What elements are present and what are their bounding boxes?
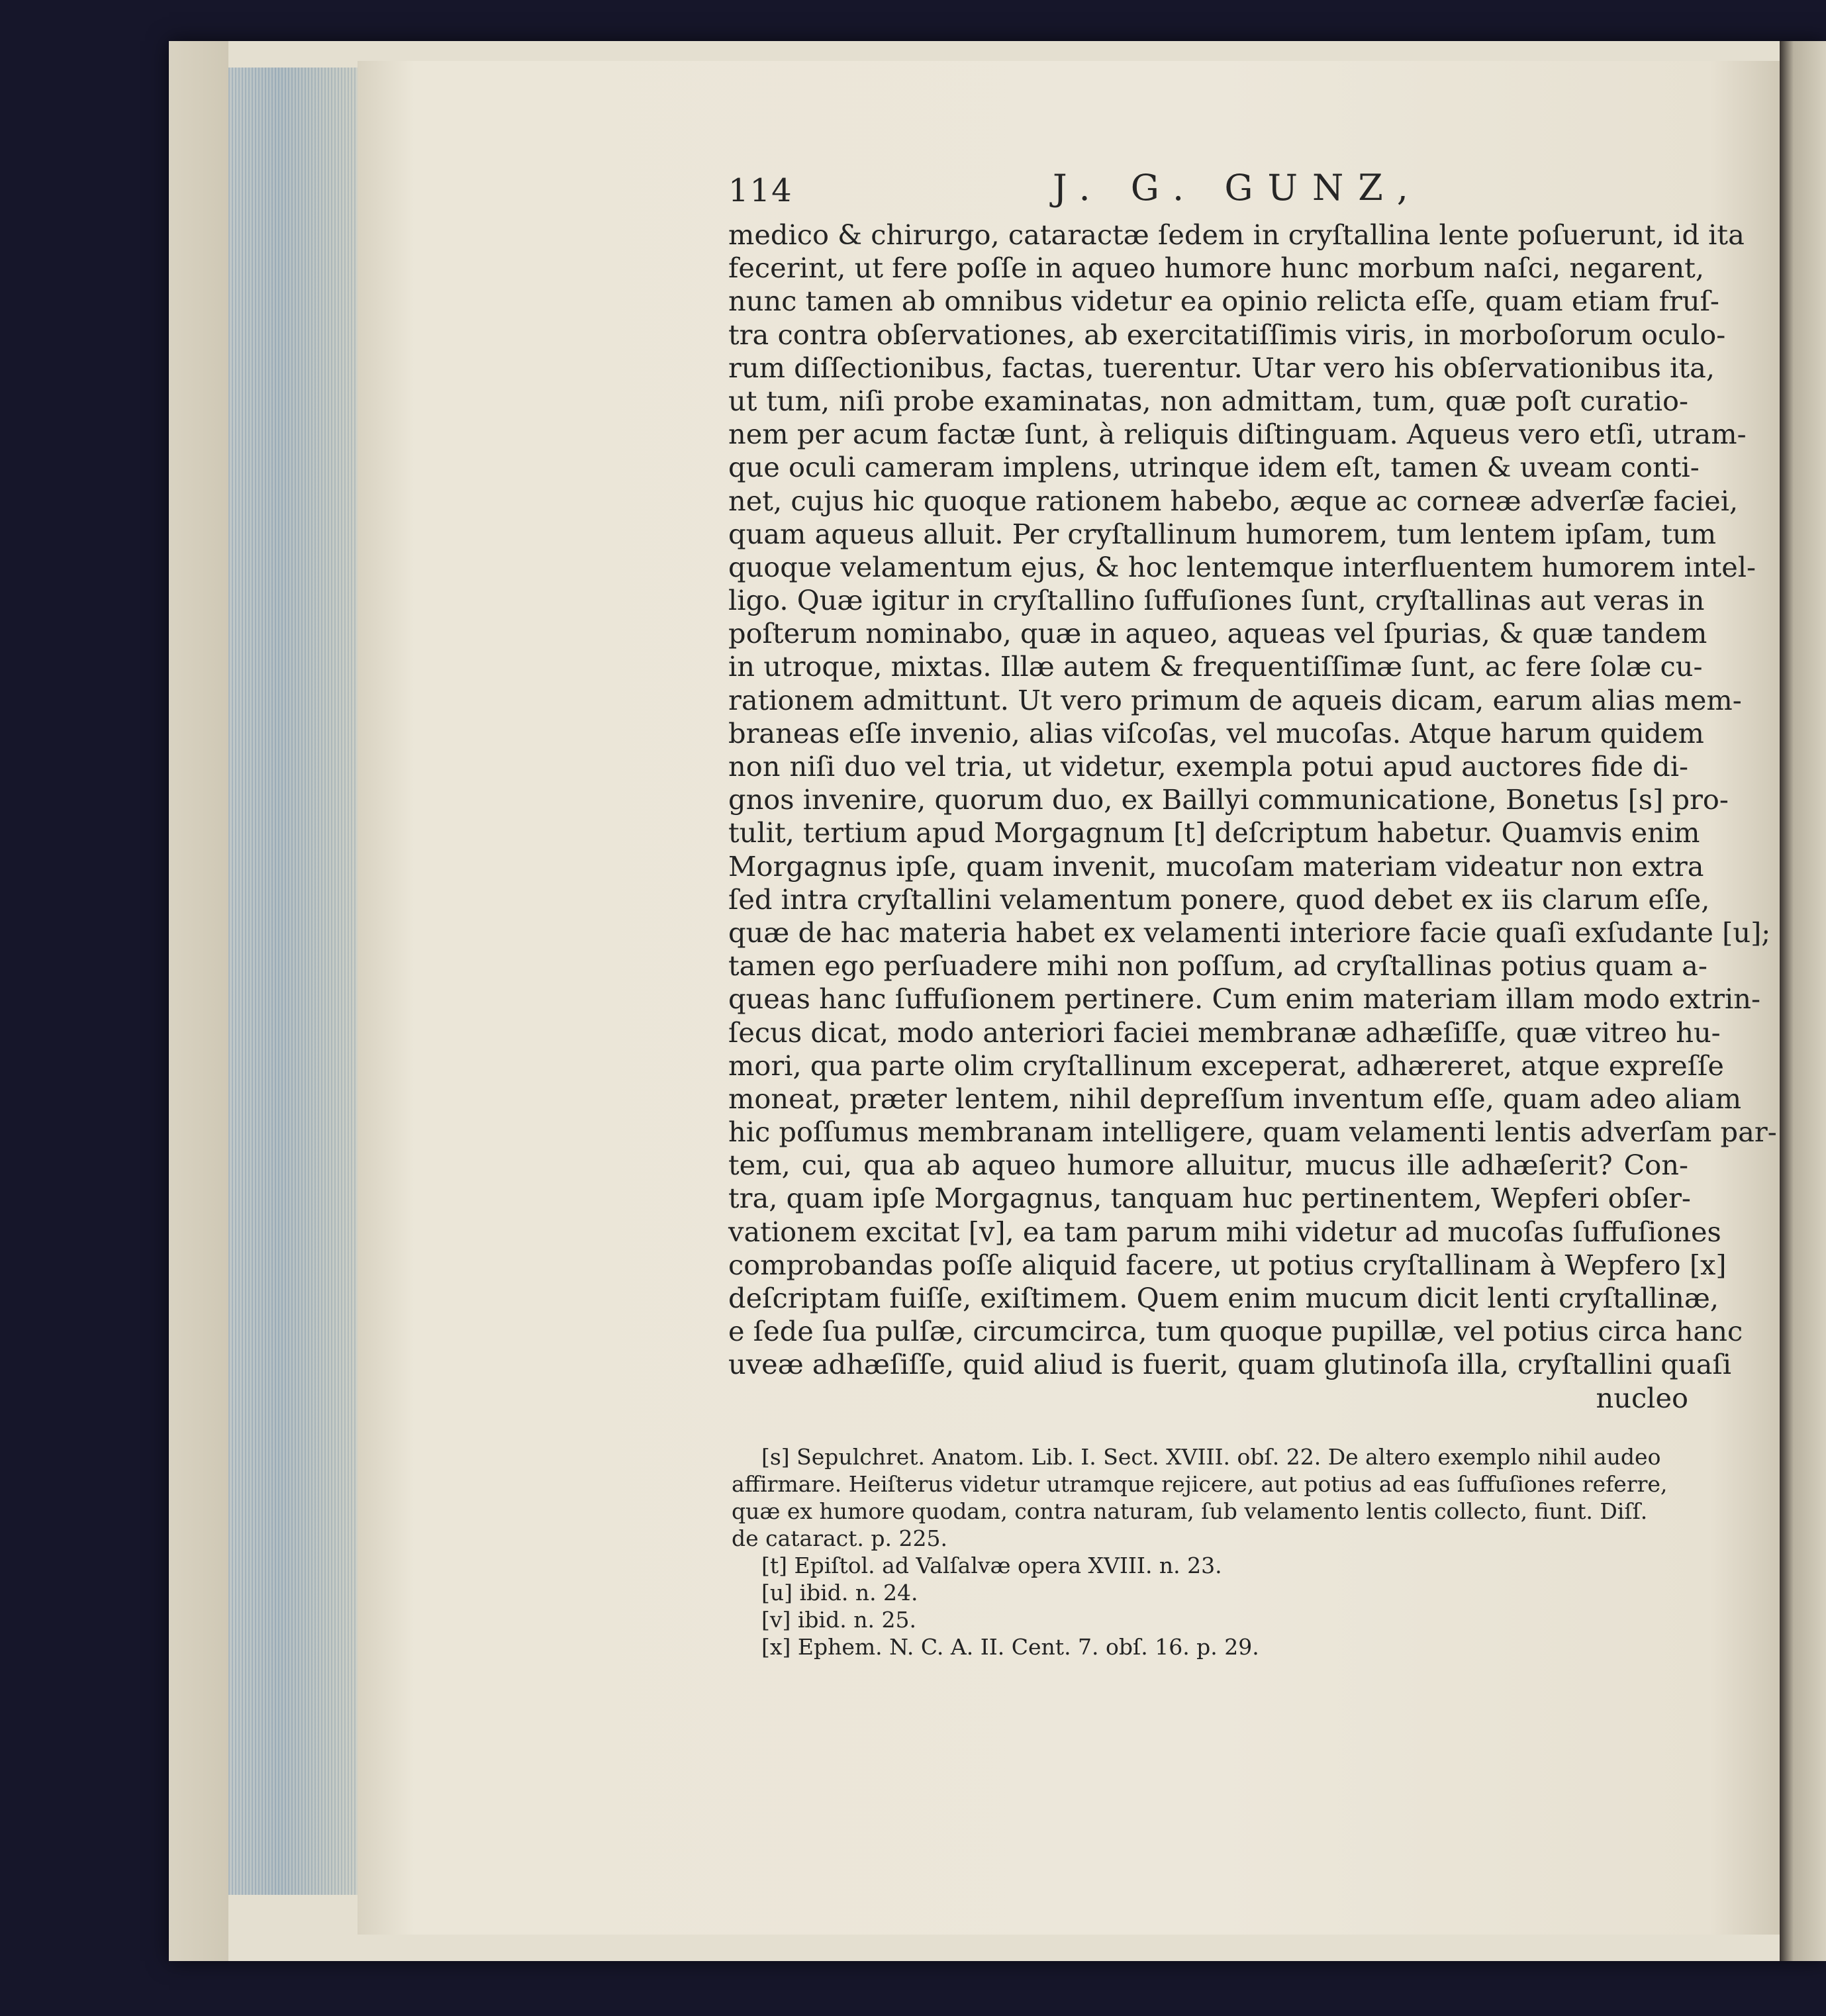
body-text xyxy=(728,218,1777,1415)
text-line: ut tum, niſi probe examinatas, non admittam, tum, quæ poſt curatio- xyxy=(728,384,1688,417)
text-line: fecerint, ut fere poſſe in aqueo humore hunc morbum naſci, negarent, xyxy=(728,252,1705,285)
text-line: moneat, præter lentem, nihil depreſſum inventum eſſe, quam adeo aliam xyxy=(728,1082,1742,1115)
text-line: comprobandas poſſe aliquid facere, ut potius cryſtallinam à Wepfero [x] xyxy=(728,1248,1727,1281)
text-line: ligo. Quæ igitur in cryſtallino ſuffuſiones ſunt, cryſtallinas aut veras in xyxy=(728,584,1705,617)
footnote-line: quæ ex humore quodam, contra naturam, ſub velamento lentis collecto, fiunt. Diſſ. xyxy=(732,1498,1648,1524)
running-head: J. G. GUNZ, xyxy=(1053,167,1423,209)
text-line: vationem excitat [v], ea tam parum mihi videtur ad mucoſas ſuffuſiones xyxy=(728,1215,1721,1248)
text-line: ſecus dicat, modo anteriori faciei membranæ adhæſiſſe, quæ vitreo hu- xyxy=(728,1016,1721,1049)
book-cover-left xyxy=(169,41,228,1961)
footnote-line: [s] Sepulchret. Anatom. Lib. I. Sect. XVIII. obſ. 22. De altero exemplo nihil audeo xyxy=(761,1444,1661,1470)
text-line: net, cujus hic quoque rationem habebo, æque ac corneæ adverſæ faciei, xyxy=(728,484,1739,517)
text-line: gnos invenire, quorum duo, ex Baillyi communicatione, Bonetus [s] pro- xyxy=(728,783,1729,816)
footnote-line: [t] Epiſtol. ad Valſalvæ opera XVIII. n. 23. xyxy=(761,1553,1222,1578)
page-number: 114 xyxy=(728,172,793,209)
text-line: rationem admittunt. Ut vero primum de aqueis dicam, earum alias mem- xyxy=(728,683,1742,716)
text-line: tem, cui, qua ab aqueo humore alluitur, mucus ille adhæſerit? Con- xyxy=(728,1149,1688,1182)
text-line: medico & chirurgo, cataractæ ſedem in cryſtallina lente poſuerunt, id ita xyxy=(728,218,1745,251)
text-line: hic poſſumus membranam intelligere, quam velamenti lentis adverſam par- xyxy=(728,1116,1777,1149)
text-line: quæ de hac materia habet ex velamenti interiore facie quaſi exſudante [u]; xyxy=(728,916,1771,949)
text-line: tamen ego perſuadere mihi non poſſum, ad cryſtallinas potius quam a- xyxy=(728,949,1707,983)
text-line: nunc tamen ab omnibus videtur ea opinio relicta eſſe, quam etiam fruſ- xyxy=(728,285,1719,318)
text-line: que oculi cameram implens, utrinque idem eſt, tamen & uveam conti- xyxy=(728,451,1700,484)
text-line: uveæ adhæſiſſe, quid aliud is fuerit, quam glutinoſa illa, cryſtallini quaſi xyxy=(728,1348,1731,1381)
text-line: poſterum nominabo, quæ in aqueo, aqueas vel ſpurias, & quæ tandem xyxy=(728,617,1707,650)
text-line: quoque velamentum ejus, & hoc lentemque interfluentem humorem intel- xyxy=(728,550,1756,583)
text-line: tra, quam ipſe Morgagnus, tanquam huc pertinentem, Wepferi obſer- xyxy=(728,1182,1691,1215)
footnotes xyxy=(732,1443,1692,1660)
page-edges xyxy=(228,68,358,1895)
text-line: Morgagnus ipſe, quam invenit, mucoſam materiam videatur non extra xyxy=(728,849,1704,883)
text-line: e ſede ſua pulſæ, circumcirca, tum quoque pupillæ, vel potius circa hanc xyxy=(728,1315,1743,1348)
footnote-line: [x] Ephem. N. C. A. II. Cent. 7. obſ. 16. p. 29. xyxy=(761,1634,1259,1660)
text-line: deſcriptam fuiſſe, exiſtimem. Quem enim mucum dicit lenti cryſtallinæ, xyxy=(728,1282,1719,1314)
text-line: mori, qua parte olim cryſtallinum exceperat, adhæreret, atque expreſſe xyxy=(728,1049,1724,1082)
book-cover-right xyxy=(1780,41,1826,1961)
text-line: tra contra obſervationes, ab exercitatiſſimis viris, in morboſorum oculo- xyxy=(728,318,1726,351)
footnote-line: affirmare. Heiſterus videtur utramque rejicere, aut potius ad eas ſuffuſiones referre, xyxy=(732,1471,1668,1497)
footnote-line: [v] ibid. n. 25. xyxy=(761,1607,916,1633)
footnote-line: [u] ibid. n. 24. xyxy=(761,1580,918,1606)
footnote-line: de cataract. p. 225. xyxy=(732,1525,947,1551)
text-line: in utroque, mixtas. Illæ autem & frequentiſſimæ ſunt, ac fere ſolæ cu- xyxy=(728,650,1703,683)
text-line: braneas eſſe invenio, alias viſcoſas, vel mucoſas. Atque harum quidem xyxy=(728,716,1704,749)
text-line: queas hanc ſuffuſionem pertinere. Cum enim materiam illam modo extrin- xyxy=(728,983,1760,1016)
text-line: quam aqueus alluit. Per cryſtallinum humorem, tum lentem ipſam, tum xyxy=(728,517,1717,550)
text-line: tulit, tertium apud Morgagnum [t] deſcriptum habetur. Quamvis enim xyxy=(728,816,1700,849)
catchword: nucleo xyxy=(1596,1381,1688,1414)
text-line: nem per acum factæ ſunt, à reliquis diſtinguam. Aqueus vero etſi, utram- xyxy=(728,418,1747,451)
text-line: rum diſſectionibus, factas, tuerentur. Utar vero his obſervationibus ita, xyxy=(728,351,1715,384)
text-line: ſed intra cryſtallini velamentum ponere, quod debet ex iis clarum eſſe, xyxy=(728,883,1710,916)
text-line: non niſi duo vel tria, ut videtur, exempla potui apud auctores fide di- xyxy=(728,750,1688,783)
